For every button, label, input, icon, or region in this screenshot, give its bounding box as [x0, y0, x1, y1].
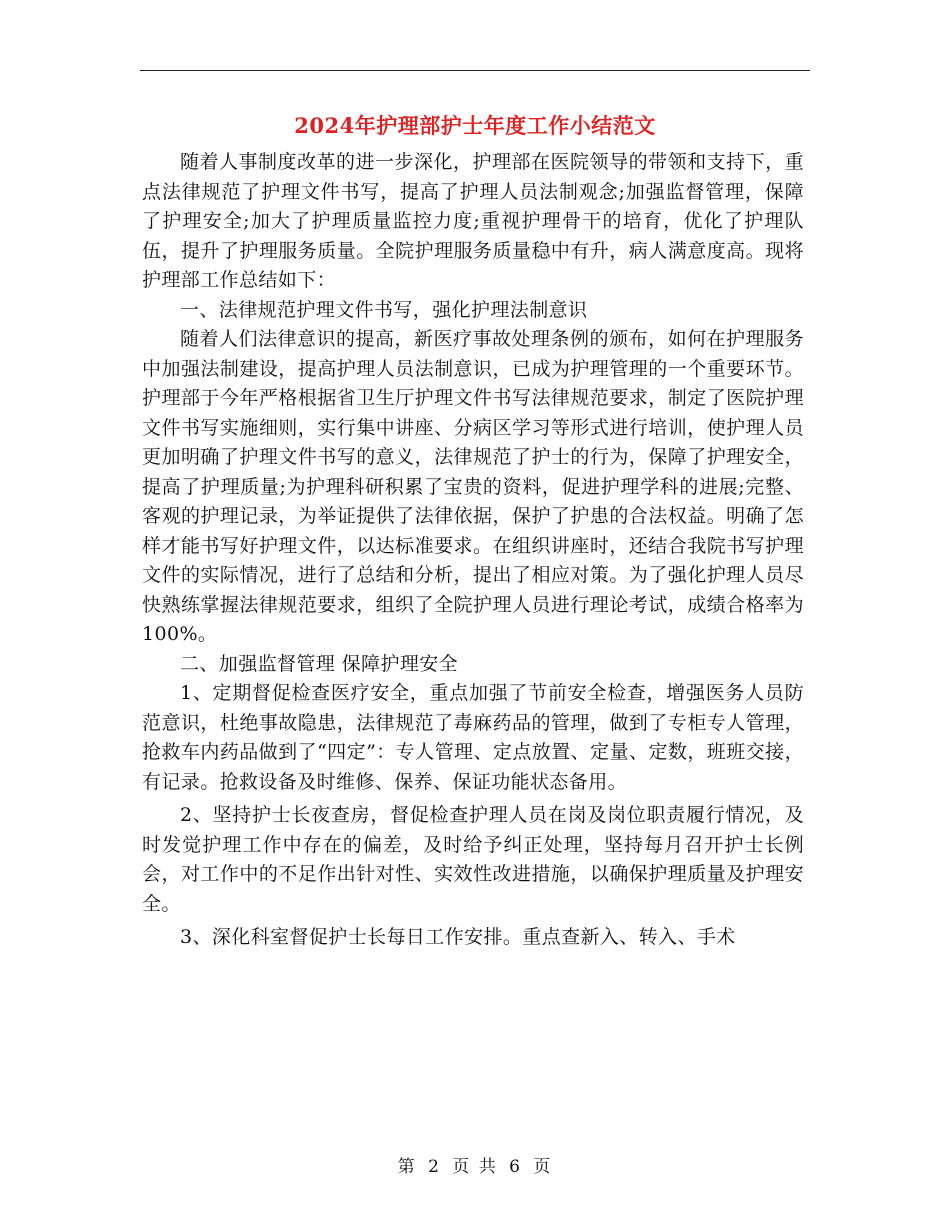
- paragraph-intro: 随着人事制度改革的进一步深化，护理部在医院领导的带领和支持下，重点法律规范了护理文件书写，提高了护理人员法制观念;加强监督管理，保障了护理安全;加大了护理质量监控力度;重视护理骨干的培育，优化了护理队伍，提升了护理服务质量。全院护理服务质量稳中有升，病人满意度高。现将护理部工作总结如下：: [142, 151, 804, 291]
- page-footer: [0, 1152, 950, 1177]
- footer-total-pages: 6: [509, 1157, 522, 1177]
- footer-suffix: 页: [533, 1157, 553, 1177]
- footer-page-number: 2: [428, 1157, 441, 1177]
- paragraph-item-2: 2、坚持护士长夜查房，督促检查护理人员在岗及岗位职责履行情况，及时发觉护理工作中存在的偏差，及时给予纠正处理，坚持每月召开护士长例会，对工作中的不足作出针对性、实效性改进措施，以确保护理质量及护理安全。: [142, 804, 804, 915]
- header-rule: [140, 70, 810, 71]
- document-body: [142, 148, 804, 953]
- section-heading-1: 一、法律规范护理文件书写，强化护理法制意识: [180, 298, 588, 321]
- paragraph-section-1: 随着人们法律意识的提高，新医疗事故处理条例的颁布，如何在护理服务中加强法制建设，提高护理人员法制意识，已成为护理管理的一个重要环节。护理部于今年严格根据省卫生厅护理文件书写法律规范要求，制定了医院护理文件书写实施细则，实行集中讲座、分病区学习等形式进行培训，使护理人员更加明确了护理文件书写的意义，法律规范了护士的行为，保障了护理安全，提高了护理质量;为护理科研积累了宝贵的资料，促进护理学科的进展;完整、客观的护理记录，为举证提供了法律依据，保护了护患的合法权益。明确了怎样才能书写好护理文件，以达标准要求。在组织讲座时，还结合我院书写护理文件的实际情况，进行了总结和分析，提出了相应对策。为了强化护理人员尽快熟练掌握法律规范要求，组织了全院护理人员进行理论考试，成绩合格率为100%。: [142, 328, 804, 645]
- section-heading-2: 二、加强监督管理 保障护理安全: [180, 652, 459, 675]
- paragraph-item-1: 1、定期督促检查医疗安全，重点加强了节前安全检查，增强医务人员防范意识，杜绝事故隐患，法律规范了毒麻药品的管理，做到了专柜专人管理，抢救车内药品做到了“四定”：专人管理、定点放置、定量、定数，班班交接，有记录。抢救设备及时维修、保养、保证功能状态备用。: [142, 682, 804, 793]
- footer-prefix: 第: [397, 1157, 417, 1177]
- paragraph-item-3: 3、深化科室督促护士长每日工作安排。重点查新入、转入、手术: [180, 926, 736, 948]
- document-title: 2024年护理部护士年度工作小结范文: [294, 113, 656, 138]
- footer-middle: 页 共: [452, 1157, 498, 1177]
